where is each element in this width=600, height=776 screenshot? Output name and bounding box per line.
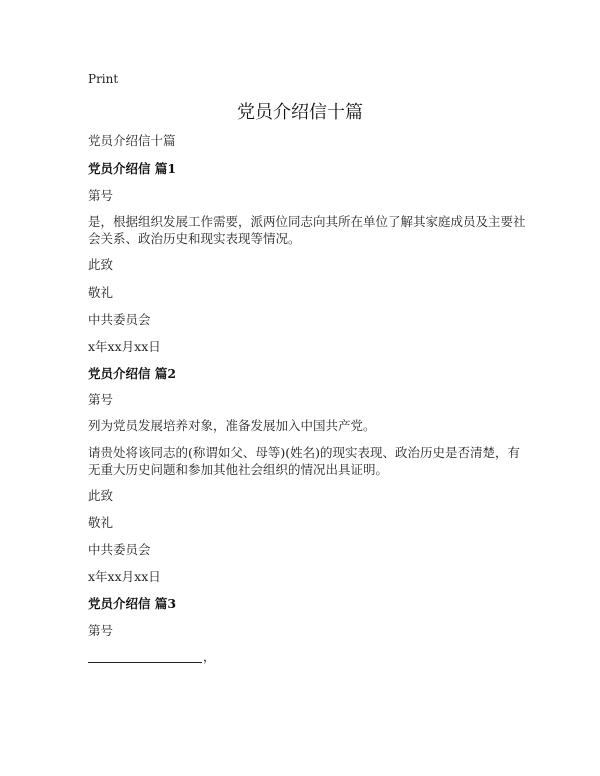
page-title: 党员介绍信十篇 (237, 102, 363, 123)
section-1-paragraph: 是，根据组织发展工作需要，派两位同志向其所在单位了解其家庭成员及主要社会关系、政治历史和现实表现等情况。 (88, 214, 526, 246)
blank-suffix: ， (203, 649, 216, 664)
section-2-paragraph-2: 请贵处将该同志的(称谓如父、母等)(姓名)的现实表现、政治历史是否清楚，有无重大历史问题和参加其他社会组织的情况出具证明。 (88, 445, 521, 477)
section-3-ref-no: 第号 (88, 623, 114, 638)
section-2-paragraph-1: 列为党员发展培养对象，准备发展加入中国共产党。 (88, 418, 376, 433)
section-1-heading: 党员介绍信 篇1 (88, 161, 177, 176)
section-1-ref-no: 第号 (88, 188, 114, 203)
section-2-closing: 此致 (88, 488, 114, 503)
document-subtitle: 党员介绍信十篇 (88, 133, 176, 148)
section-3-heading: 党员介绍信 篇3 (88, 596, 177, 611)
section-2-ref-no: 第号 (88, 392, 114, 407)
section-2-salute: 敬礼 (88, 515, 114, 530)
section-1-salute: 敬礼 (88, 285, 114, 300)
section-2-heading: 党员介绍信 篇2 (88, 366, 177, 381)
section-1-closing: 此致 (88, 257, 114, 272)
section-1-signer: 中共委员会 (88, 312, 151, 327)
print-link[interactable]: Print (88, 72, 119, 86)
section-1-date: x年xx月xx日 (88, 339, 161, 354)
fill-in-blank-line (88, 650, 202, 663)
section-2-date: x年xx月xx日 (88, 569, 161, 584)
section-2-signer: 中共委员会 (88, 542, 151, 557)
